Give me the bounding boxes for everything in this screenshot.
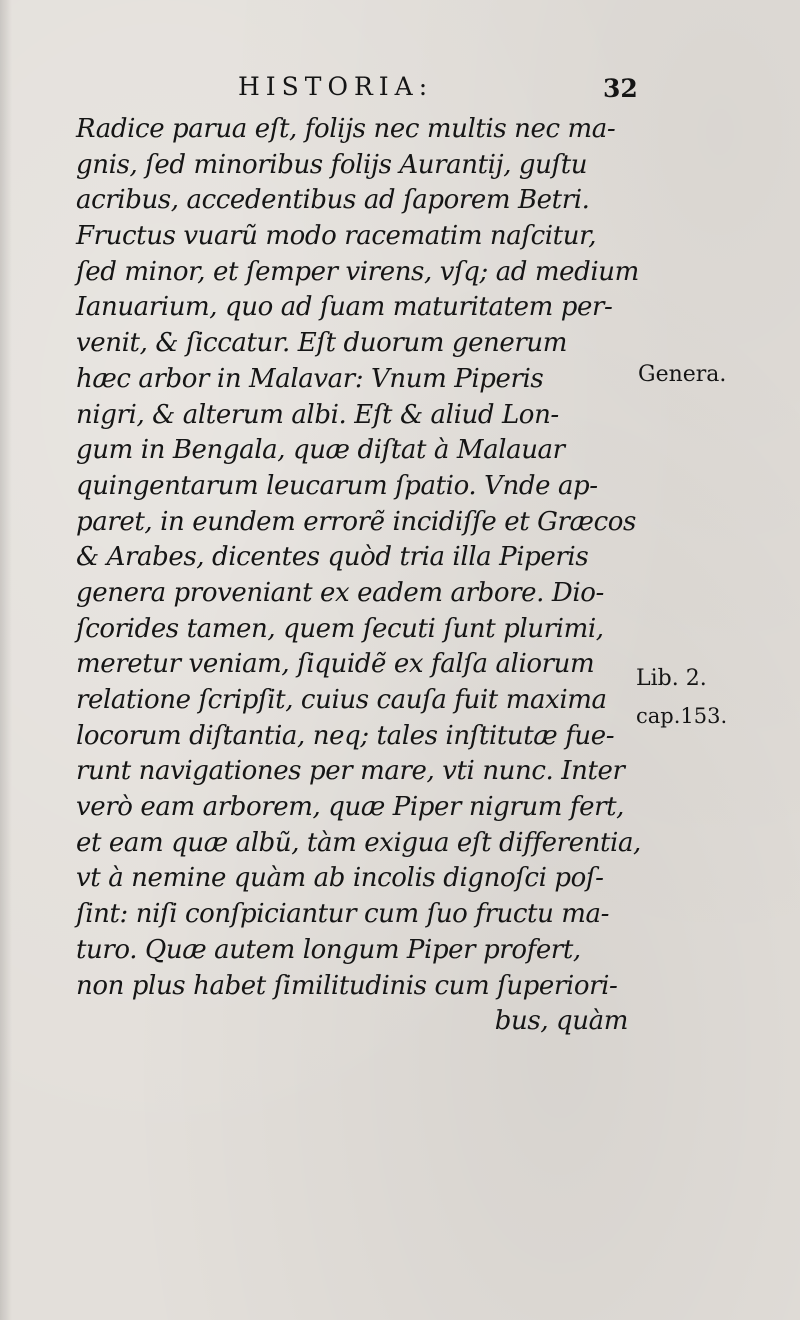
running-head: HISTORIA: [238,72,434,101]
margin-note-genera: Genera. [638,362,727,387]
main-text-block [76,112,641,1040]
text-line: runt navigationes per mare, vti nunc. Inter [76,756,625,787]
margin-note-lib: Lib. 2. [636,666,707,691]
text-line: turo. Quæ autem longum Piper profert, [76,934,581,965]
text-line: Fructus vuarũ modo racematim naſcitur, [76,221,597,252]
page-edge-shadow [0,0,12,1320]
text-line: non plus habet ſimilitudinis cum ſuperiori- [76,970,618,1001]
text-line: meretur veniam, ſiquidẽ ex falſa aliorum [76,649,595,680]
page-header [0,70,800,110]
text-line: et eam quæ albũ, tàm exigua eſt differentia, [76,827,641,858]
text-line: acribus, accedentibus ad ſaporem Betri. [76,185,590,216]
text-line: Radice parua eſt, folijs nec multis nec ma- [76,114,616,144]
text-line: genera proveniant ex eadem arbore. Dio- [76,577,604,608]
text-line: gnis, ſed minoribus folijs Aurantij, guſtu [76,149,588,180]
catchword: bus, quàm [494,1006,628,1037]
text-line: locorum diſtantia, neq; tales inſtitutæ fue- [76,720,615,751]
text-line: nigri, & alterum albi. Eſt & aliud Lon- [76,399,559,430]
text-line: hæc arbor in Malavar: Vnum Piperis [76,363,544,394]
text-line: & Arabes, dicentes quòd tria illa Piperis [76,542,589,573]
text-line: venit, & ſiccatur. Eſt duorum generum [76,328,568,359]
text-line: verò eam arborem, quæ Piper nigrum fert, [76,792,625,823]
text-line: ſint: niſi conſpiciantur cum ſuo fructu ma- [76,899,610,930]
text-line: relatione ſcripſit, cuius cauſa fuit maxima [76,685,607,715]
text-line: gum in Bengala, quæ diſtat à Malauar [76,435,565,466]
text-line: Ianuarium, quo ad ſuam maturitatem per- [76,292,613,323]
page-number: 32 [603,74,638,103]
margin-note-cap: cap.153. [636,704,728,728]
text-line: vt à nemine quàm ab incolis dignoſci poſ- [76,863,604,894]
text-line: paret, in eundem errorẽ incidiſſe et Græcos [76,506,636,537]
bottom-rule [78,1156,598,1157]
text-line: ſcorides tamen, quem ſecuti ſunt plurimi, [76,613,604,644]
text-line: ſed minor, et ſemper virens, vſq; ad medium [76,256,639,287]
text-line: quingentarum leucarum ſpatio. Vnde ap- [76,470,598,501]
